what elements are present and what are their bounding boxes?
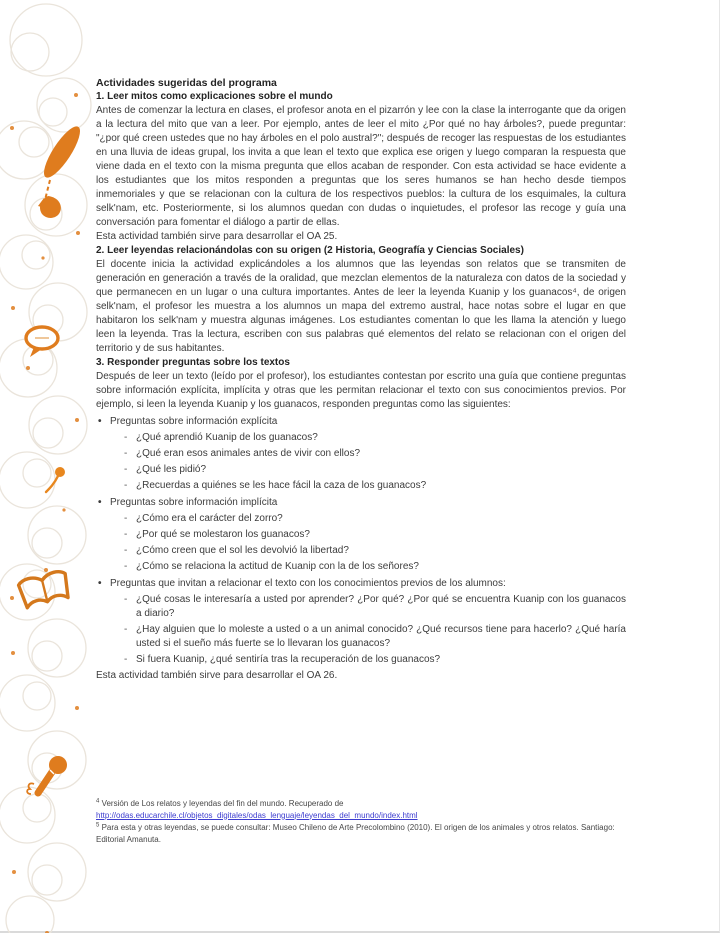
footnote-1-text: Versión de Los relatos y leyendas del fin del mundo. Recuperado de [99,799,344,808]
explicit-questions-list [122,431,626,493]
question-item: - ¿Qué aprendió Kuanip de los guanacos? [122,431,626,445]
swirl-accent-dots [10,93,80,933]
activity2-paragraph: El docente inicia la actividad explicándoles a los alumnos que las leyendas son relatos que se transmiten de generación en generación a través de la oralidad, que mezclan elementos de la naturaleza con datos de la sociedad y que permanecen en un lugar o una cultura importantes. Antes de leer la leyenda Kuanip y los guanacos⁴, de origen selk'nam, el profesor les muestra a los alumnos un mapa del extremo austral, hace notas sobre el lugar en que habitaron los selk'nam y muestra algunas imágenes. Los estudiantes comentan lo que les llama la atención y luego leen la leyenda. Tras la lectura, escriben con sus palabras qué elementos del relato se relacionan con el origen del territorio y de sus habitantes. [96,259,626,354]
question-item: - ¿Cómo creen que el sol les devolvió la libertad? [122,544,626,558]
question-group-label: • Preguntas sobre información explícita [110,415,626,429]
activity3-heading: 3. Responder preguntas sobre los textos [96,357,290,368]
document-body [96,76,626,683]
swirl-ornament-graphic [0,0,92,933]
decorative-swirl-sidebar [0,0,92,933]
question-item: - ¿Qué eran esos animales antes de vivir con ellos? [122,447,626,461]
activity3-intro-paragraph: Después de leer un texto (leído por el profesor), los estudiantes contestan por escrito una guía que contiene preguntas sobre información explícita, implícita y otras que les permitan relacionar el texto con sus conocimientos previos. Por ejemplo, si leen la leyenda Kuanip y los guanacos, responden preguntas como las siguientes: [96,371,626,410]
activity1-oa-note: Esta actividad también sirve para desarrollar el OA 25. [96,231,338,242]
question-item: - ¿Recuerdas a quiénes se les hace fácil la caza de los guanacos? [122,479,626,493]
implicit-questions-list [122,512,626,574]
question-item: - ¿Cómo era el carácter del zorro? [122,512,626,526]
swirl-circles [0,4,91,933]
question-group-label: • Preguntas que invitan a relacionar el texto con los conocimientos previos de los alumnos: [110,577,626,591]
activity1-paragraph: Antes de comenzar la lectura en clases, el profesor anota en el pizarrón y lee con la clase la interrogante que da origen a la lectura del mito que van a leer. Por ejemplo, antes de leer el mito ¿Por qué no hay árboles?, puede preguntar: "¿por qué creen ustedes que no hay árboles en el polo austral?"; después de recoger las respuestas de los estudiantes en una lluvia de ideas grupal, los invita a que lean el texto que explica ese origen y luego comparan la respuesta que viene dada en el texto con la misma pregunta que ellos acaban de responder. Con esta actividad se hace evidente a los estudiantes que los mitos responden a preguntas que los seres humanos se han hecho desde tiempos inmemoriales y que se relacionan con la cultura de los respectivos pueblos: la cultura de los esquimales, la cultura selk'nam, etc. Posteriormente, si los alumnos quedan con dudas o inquietudes, el profesor las recoge y guía una conversación para fomentar el diálogo a partir de ellas. [96,105,626,228]
question-item: - ¿Qué les pidió? [122,463,626,477]
question-group-label: • Preguntas sobre información implícita [110,496,626,510]
question-group-explicit [96,415,626,493]
footnote-2-marker: 5 [96,822,100,829]
footnote-1 [96,798,624,821]
activity3-oa-note: Esta actividad también sirve para desarrollar el OA 26. [96,670,338,681]
previous-knowledge-questions-list [122,593,626,667]
question-group-implicit [96,496,626,574]
activity2-heading: 2. Leer leyendas relacionándolas con su origen (2 Historia, Geografía y Ciencias Sociales) [96,245,524,256]
question-item: - ¿Hay alguien que lo moleste a usted o a un animal conocido? ¿Qué recursos tiene para hacerlo? ¿Qué haría usted si el sueño más fuerte se lo llevaran los guanacos? [122,623,626,651]
question-item: - Si fuera Kuanip, ¿qué sentiría tras la recuperación de los guanacos? [122,653,626,667]
question-item: - ¿Por qué se molestaron los guanacos? [122,528,626,542]
footnote-1-marker: 4 [96,798,100,805]
page-title: Actividades sugeridas del programa [96,77,277,89]
footnote-2-text: Para esta y otras leyendas, se puede consultar: Museo Chileno de Arte Precolombino (2010). El origen de los animales y otros relatos. Santiago: Editorial Amanuta. [96,823,615,844]
question-groups-list [96,415,626,667]
footnotes [96,798,624,846]
footnote-2 [96,822,624,845]
footnote-1-link[interactable]: http://odas.educarchile.cl/objetos_digitales/odas_lenguaje/leyendas_del_mundo/index.html [96,810,418,820]
question-group-previous-knowledge [96,577,626,667]
question-item: - ¿Cómo se relaciona la actitud de Kuanip con la de los señores? [122,560,626,574]
question-item: - ¿Qué cosas le interesaría a usted por aprender? ¿Por qué? ¿Por qué se encuentra Kuanip con los guanacos a diario? [122,593,626,621]
activity1-heading: 1. Leer mitos como explicaciones sobre el mundo [96,91,333,102]
